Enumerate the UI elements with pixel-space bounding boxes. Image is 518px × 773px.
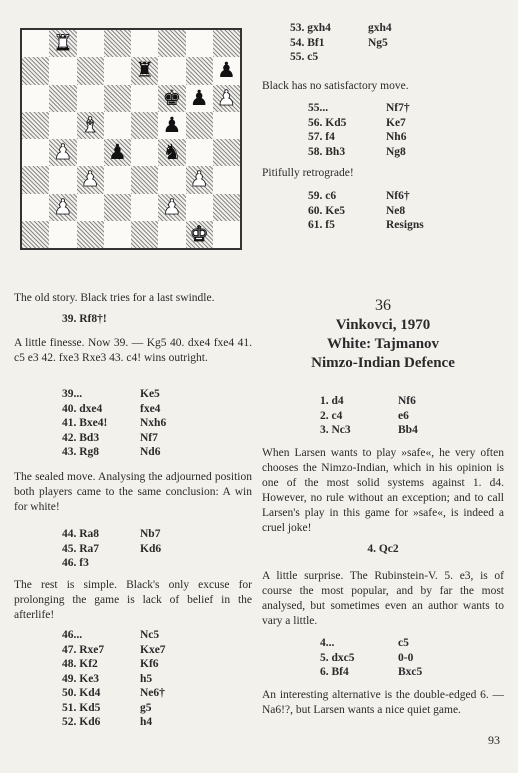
board-square	[131, 221, 158, 248]
move-black: h4	[140, 716, 153, 728]
move-white: 51. Kd5	[62, 701, 101, 714]
move-black: Kf6	[140, 658, 159, 670]
move-white: 2. c4	[320, 409, 343, 422]
black-pawn-icon: ♟	[162, 112, 182, 137]
board-square	[131, 30, 158, 57]
board-square	[104, 85, 131, 112]
commentary-rest-simple: The rest is simple. Black's only excuse for prolonging the game is lack of belief in the afterlife!	[14, 579, 252, 621]
move-white: 45. Ra7	[62, 542, 100, 555]
move-black: 0-0	[398, 651, 414, 664]
move-white: 42. Bd3	[62, 431, 100, 444]
board-square	[104, 112, 131, 139]
board-square	[186, 30, 213, 57]
move-black: Ke7	[386, 116, 406, 129]
game-players: White: Tajmanov	[326, 336, 440, 352]
board-square	[213, 30, 240, 57]
move-white: 4...	[320, 637, 335, 649]
commentary-retrograde: Pitifully retrograde!	[262, 167, 354, 179]
move-white: 52. Kd6	[62, 716, 101, 728]
board-square	[22, 57, 49, 84]
game-number: 36	[375, 297, 391, 314]
move-black: gxh4	[368, 22, 392, 34]
move-black: Ke5	[140, 388, 160, 400]
board-square	[104, 221, 131, 248]
black-pawn-icon: ♟	[216, 58, 236, 83]
move-black: Nf7	[140, 431, 158, 444]
move-white: 47. Rxe7	[62, 643, 105, 656]
move-black: Ne8	[386, 204, 406, 217]
moves-block-5	[308, 101, 456, 159]
move-white: 46...	[62, 629, 83, 641]
move-black: Resigns	[386, 219, 424, 231]
white-pawn-icon: ♟	[80, 167, 100, 192]
move-white: 50. Kd4	[62, 687, 101, 699]
move-white: 53. gxh4	[290, 22, 331, 34]
board-square	[104, 57, 131, 84]
move-black: Nh6	[386, 131, 407, 143]
move-white: 55...	[308, 102, 329, 114]
board-square	[131, 112, 158, 139]
move-white: 44. Ra8	[62, 528, 100, 540]
white-pawn-icon: ♟	[53, 194, 73, 219]
board-square	[77, 85, 104, 112]
moves-block-7	[320, 394, 468, 438]
move-white: 3. Nc3	[320, 424, 351, 436]
board-square	[186, 194, 213, 221]
board-square	[77, 139, 104, 166]
move-black: Nxh6	[140, 417, 167, 429]
board-square	[104, 166, 131, 193]
board-square	[186, 112, 213, 139]
move-white: 49. Ke3	[62, 672, 100, 685]
board-square	[77, 194, 104, 221]
move-white: 60. Ke5	[308, 204, 346, 217]
board-square	[77, 221, 104, 248]
move-white: 58. Bh3	[308, 145, 346, 158]
move-black: g5	[140, 701, 152, 714]
move-39: 39. Rf8†!	[62, 313, 107, 325]
board-square	[104, 30, 131, 57]
move-black: Nf6	[398, 395, 416, 407]
move-black: Ne6†	[140, 687, 165, 699]
moves-block-3	[62, 628, 210, 730]
board-square	[49, 166, 76, 193]
board-square	[213, 139, 240, 166]
black-knight-icon: ♞	[162, 140, 182, 165]
commentary-larsen: When Larsen wants to play »safe«, he very often chooses the Nimzo-Indian, which in his opinion is one of the most solid systems against 1. d4. However, no rule without an exception; and to call Larsen's play in this game for »safe«, is indeed a cruel joke!	[262, 447, 504, 534]
move-white: 41. Bxe4!	[62, 417, 108, 429]
move-black: h5	[140, 672, 153, 685]
board-square	[131, 139, 158, 166]
move-black: fxe4	[140, 402, 161, 415]
moves-block-8	[320, 636, 468, 680]
move-white: 55. c5	[290, 51, 319, 63]
white-king-icon: ♚	[189, 221, 209, 246]
board-square	[49, 85, 76, 112]
board-square	[22, 139, 49, 166]
commentary-no-move: Black has no satisfactory move.	[262, 80, 409, 92]
move-black: Kxe7	[140, 643, 166, 656]
move-white: 57. f4	[308, 131, 335, 143]
move-black: Bxc5	[398, 666, 423, 678]
white-pawn-icon: ♟	[162, 194, 182, 219]
white-pawn-icon: ♟	[53, 140, 73, 165]
board-square	[213, 221, 240, 248]
board-square	[22, 166, 49, 193]
move-white: 40. dxe4	[62, 402, 103, 415]
move-white: 56. Kd5	[308, 116, 347, 129]
move-black	[140, 556, 210, 571]
move-white: 5. dxc5	[320, 651, 355, 664]
move-black: Nd6	[140, 446, 161, 458]
game-event: Vinkovci, 1970	[335, 317, 431, 333]
board-square	[22, 194, 49, 221]
move-white: 39...	[62, 388, 83, 400]
moves-block-2	[62, 527, 210, 571]
board-square	[158, 30, 185, 57]
move-white: 54. Bf1	[290, 36, 325, 49]
board-square	[213, 112, 240, 139]
black-king-icon: ♚	[162, 85, 182, 110]
board-square	[22, 85, 49, 112]
white-pawn-icon: ♟	[216, 85, 236, 110]
commentary-surprise: A little surprise. The Rubinstein-V. 5. e3, is of course the most popular, and by far the most analysed, but sometimes even an author wants to vary a little.	[262, 570, 504, 627]
white-rook-icon: ♜	[53, 31, 73, 56]
board-square	[77, 57, 104, 84]
board-square	[158, 57, 185, 84]
move-black	[368, 50, 438, 65]
board-square	[186, 57, 213, 84]
move-black: c5	[398, 637, 409, 649]
board-square	[49, 112, 76, 139]
moves-block-4	[290, 21, 438, 65]
move-white: 46. f3	[62, 557, 89, 569]
black-pawn-icon: ♟	[189, 85, 209, 110]
move-black: Kd6	[140, 542, 162, 555]
commentary-alternative: An interesting alternative is the double-edged 6. — Na6!?, but Larsen wants a nice quiet game.	[262, 689, 504, 716]
board-square	[49, 57, 76, 84]
move-black: Nb7	[140, 528, 161, 540]
board-square	[104, 194, 131, 221]
move-4: 4. Qc2	[367, 543, 399, 555]
page-number: 93	[488, 733, 500, 747]
commentary-finesse: A little finesse. Now 39. — Kg5 40. dxe4 fxe4 41. c5 e3 42. fxe3 Rxe3 43. c4! wins outright.	[14, 337, 252, 364]
black-rook-icon: ♜	[135, 58, 155, 83]
move-white: 61. f5	[308, 219, 335, 231]
move-white: 6. Bf4	[320, 666, 349, 678]
move-black: Nf7†	[386, 102, 410, 114]
move-black: Ng8	[386, 145, 406, 158]
move-black: Ng5	[368, 36, 388, 49]
board-square	[22, 221, 49, 248]
board-square	[213, 166, 240, 193]
board-square	[77, 30, 104, 57]
commentary-sealed-move: The sealed move. Analysing the adjourned position both players came to the same conclusion: A win for white!	[14, 471, 252, 513]
board-square	[22, 30, 49, 57]
moves-block-1	[62, 387, 210, 460]
move-white: 48. Kf2	[62, 658, 98, 670]
board-square	[131, 166, 158, 193]
board-square	[186, 139, 213, 166]
move-black: Nf6†	[386, 190, 410, 202]
moves-block-6	[308, 189, 456, 233]
board-square	[131, 85, 158, 112]
move-white: 43. Rg8	[62, 446, 100, 458]
black-pawn-icon: ♟	[107, 140, 127, 165]
move-black: Bb4	[398, 424, 418, 436]
game-opening: Nimzo-Indian Defence	[311, 355, 455, 371]
board-square	[49, 221, 76, 248]
white-pawn-icon: ♟	[189, 167, 209, 192]
move-black: Nc5	[140, 629, 160, 641]
move-black: e6	[398, 409, 409, 422]
board-square	[158, 166, 185, 193]
board-square	[213, 194, 240, 221]
board-square	[131, 194, 158, 221]
chess-diagram	[20, 28, 242, 250]
move-white: 1. d4	[320, 395, 344, 407]
move-white: 59. c6	[308, 190, 337, 202]
board-square	[22, 112, 49, 139]
commentary-old-story: The old story. Black tries for a last swindle.	[14, 292, 215, 304]
white-bishop-icon: ♝	[80, 112, 100, 137]
board-square	[158, 221, 185, 248]
